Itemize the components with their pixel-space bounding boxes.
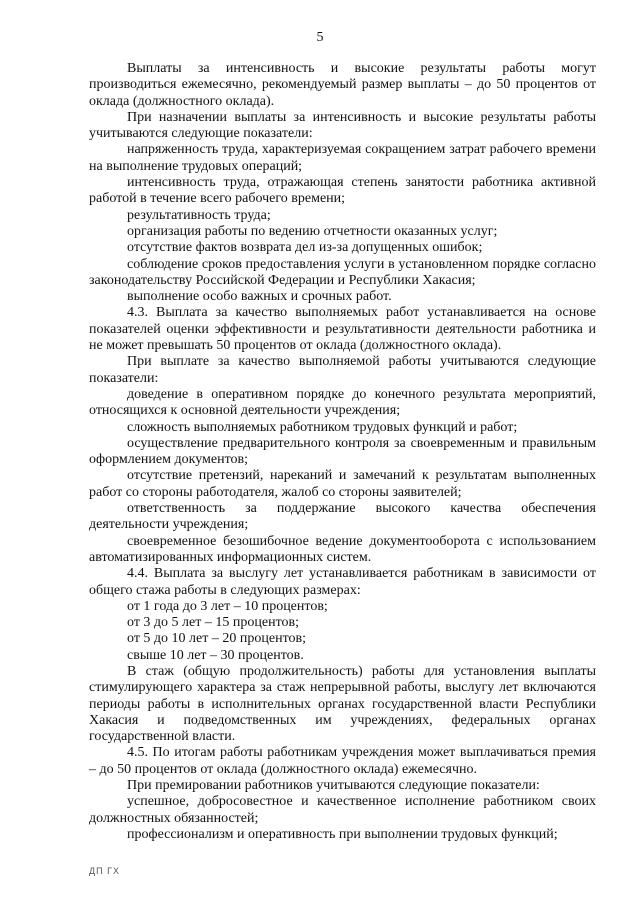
list-item: успешное, добросовестное и качественное исполнение работником своих должностных обязанностей; <box>89 794 596 826</box>
list-item: своевременное безошибочное ведение документооборота с использованием автоматизированных информационных систем. <box>89 533 596 565</box>
list-item: от 1 года до 3 лет – 10 процентов; <box>127 598 328 614</box>
list-item: сложность выполняемых работником трудовых функций и работ; <box>127 419 518 435</box>
list-item: отсутствие претензий, нареканий и замечаний к результатам выполненных работ со стороны работодателя, жалоб со стороны заявителей; <box>89 468 596 500</box>
list-item: доведение в оперативном порядке до конечного результата мероприятий, относящихся к основной деятельности учреждения; <box>89 386 596 419</box>
list-item: осуществление предварительного контроля за своевременным и правильным оформлением документов; <box>89 435 596 468</box>
list-item: отсутствие фактов возврата дел из-за допущенных ошибок; <box>127 240 483 256</box>
paragraph: Выплаты за интенсивность и высокие результаты работы могут производиться ежемесячно, рекомендуемый размер выплаты – до 50 процентов от оклада (должностного оклада). <box>89 61 596 109</box>
list-item: свыше 10 лет – 30 процентов. <box>127 647 304 663</box>
list-item: от 5 до 10 лет – 20 процентов; <box>127 631 306 647</box>
list-item: интенсивность труда, отражающая степень занятости работника активной работой в течение всего рабочего времени; <box>89 175 596 207</box>
paragraph: В стаж (общую продолжительность) работы для установления выплаты стимулирующего характера за стаж непрерывной работы, выслугу лет включаются периоды работы в исполнительных органах государственной власти Республики Хакасия и подведомственных им учреждениях, федеральных органах государственной власти. <box>89 663 596 745</box>
document-body <box>89 61 596 843</box>
section-paragraph: 4.4. Выплата за выслугу лет устанавливается работникам в зависимости от общего стажа работы в следующих размерах: <box>89 566 596 598</box>
list-item: выполнение особо важных и срочных работ. <box>127 289 392 305</box>
page-number: 5 <box>316 30 324 45</box>
list-item: организация работы по ведению отчетности оказанных услуг; <box>127 223 498 239</box>
paragraph: При назначении выплаты за интенсивность и высокие результаты работы учитываются следующие показатели: <box>89 109 596 142</box>
list-item: профессионализм и оперативность при выполнении трудовых функций; <box>127 826 558 842</box>
paragraph: При выплате за качество выполняемой работы учитываются следующие показатели: <box>89 354 596 386</box>
list-item: ответственность за поддержание высокого качества обеспечения деятельности учреждения; <box>89 501 596 533</box>
list-item: соблюдение сроков предоставления услуги в установленном порядке согласно законодательству Российской Федерации и Республики Хакасия; <box>89 256 596 288</box>
section-paragraph: 4.3. Выплата за качество выполняемых работ устанавливается на основе показателей оценки эффективности и результативности деятельности работника и не может превышать 50 процентов от оклада (должностного оклада). <box>89 305 596 354</box>
section-paragraph: 4.5. По итогам работы работникам учреждения может выплачиваться премия – до 50 процентов от оклада (должностного оклада) ежемесячно. <box>89 745 596 777</box>
footer-mark: ДП ГХ <box>89 866 120 876</box>
list-item: напряженность труда, характеризуемая сокращением затрат рабочего времени на выполнение трудовых операций; <box>89 142 596 174</box>
list-item: результативность труда; <box>127 207 271 223</box>
paragraph: При премировании работников учитываются следующие показатели: <box>127 778 540 794</box>
list-item: от 3 до 5 лет – 15 процентов; <box>127 615 299 631</box>
